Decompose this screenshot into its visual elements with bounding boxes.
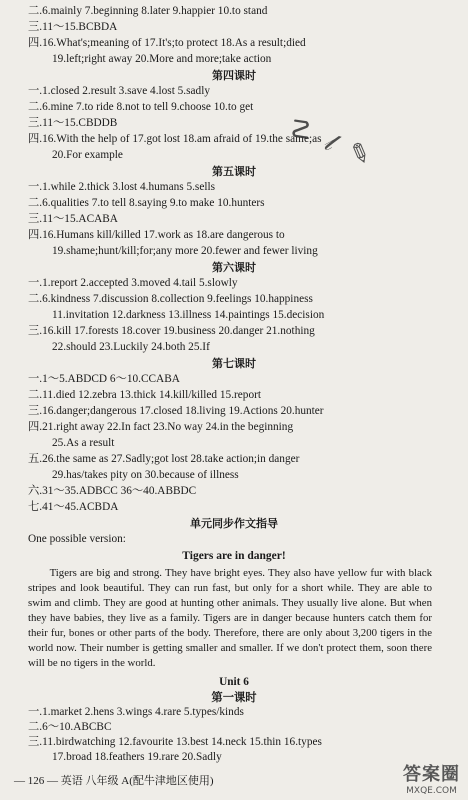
answer-line: 四.21.right away 22.In fact 23.No way 24.in the beginning xyxy=(28,421,294,433)
answer-line: 二.6.mine 7.to ride 8.not to tell 9.choose 10.to get xyxy=(28,101,254,113)
answer-line: 四.16.What's;meaning of 17.It's;to protect 18.As a result;died xyxy=(28,37,306,49)
essay-title: Tigers are in danger! xyxy=(182,550,286,562)
answer-line: 三.11.birdwatching 12.favourite 13.best 14.neck 15.thin 16.types xyxy=(28,736,322,748)
section-heading: 第六课时 xyxy=(212,261,256,274)
answer-line: 一.1.market 2.hens 3.wings 4.rare 5.types/kinds xyxy=(28,706,244,718)
section-heading: 第五课时 xyxy=(212,165,256,178)
answer-line: 三.11～15.CBDDB xyxy=(28,117,118,129)
answer-line: 一.1.report 2.accepted 3.moved 4.tail 5.slowly xyxy=(28,277,238,289)
answer-line: 二.6～10.ABCBC xyxy=(28,721,112,733)
answer-line: 五.26.the same as 27.Sadly;got lost 28.take action;in danger xyxy=(28,453,300,465)
answer-line: 七.41～45.ACBDA xyxy=(28,501,119,513)
answer-line: 二.6.kindness 7.discussion 8.collection 9.feelings 10.happiness xyxy=(28,293,313,305)
answer-line: 29.has/takes pity on 30.because of illness xyxy=(52,469,239,481)
handwritten-note: ☡ 𝓁 ✎ xyxy=(283,112,379,174)
answer-line: 一.1.closed 2.result 3.save 4.lost 5.sadly xyxy=(28,85,210,97)
page-footer: — 126 — 英语 八年级 A(配牛津地区使用) xyxy=(14,775,214,787)
section-heading: 第四课时 xyxy=(212,69,256,82)
section-heading: 第七课时 xyxy=(212,357,256,370)
answer-line: 三.16.kill 17.forests 18.cover 19.business 20.danger 21.nothing xyxy=(28,325,315,337)
essay-body: Tigers are big and strong. They have bright eyes. They also have yellow fur with black stripes and look beautiful. They can run fast, but only for a short while. They are able to swim and climb. They are good at hunting other animals. They usually live alone. But when they have babies, they live as a family. Tigers are in danger because hunters catch them for their fur, bones or other parts of the body. Therefore, there are only about 3,200 tigers in the world now. Their number is getting smaller and smaller. If we don't protect them, soon there will be no tigers in the world. xyxy=(28,567,432,669)
section-heading: 第一课时 xyxy=(211,691,257,704)
answer-line: 二.11.died 12.zebra 13.thick 14.kill/killed 15.report xyxy=(28,389,261,401)
answer-line: 四.16.With the help of 17.got lost 18.am afraid of 19.the same;as xyxy=(28,133,322,145)
answer-line: 六.31～35.ADBCC 36～40.ABBDC xyxy=(28,485,197,497)
watermark-url: MXQE.COM xyxy=(406,786,457,796)
answer-line: 11.invitation 12.darkness 13.illness 14.paintings 15.decision xyxy=(52,309,325,321)
answer-line: 19.shame;hunt/kill;for;any more 20.fewer and fewer living xyxy=(52,245,318,257)
answer-line: 三.16.danger;dangerous 17.closed 18.living 19.Actions 20.hunter xyxy=(28,405,324,417)
watermark-name: 答案圈 xyxy=(403,764,460,785)
unit-heading: Unit 6 xyxy=(219,676,249,688)
answer-line: 19.left;right away 20.More and more;take action xyxy=(52,53,272,65)
answer-line: 三.11～15.BCBDA xyxy=(28,21,118,33)
answer-line: 17.broad 18.feathers 19.rare 20.Sadly xyxy=(52,751,222,763)
answer-line: 三.11～15.ACABA xyxy=(28,213,118,225)
answer-line: 二.6.qualities 7.to tell 8.saying 9.to make 10.hunters xyxy=(28,197,265,209)
essay-intro: One possible version: xyxy=(28,533,126,545)
answer-line: 四.16.Humans kill/killed 17.work as 18.are dangerous to xyxy=(28,229,285,241)
watermark-logo xyxy=(403,760,460,796)
answer-line: 一.1～5.ABDCD 6～10.CCABA xyxy=(28,373,180,385)
section-heading: 单元同步作文指导 xyxy=(190,517,278,530)
answer-line: 20.For example xyxy=(52,149,123,161)
answer-line: 25.As a result xyxy=(52,437,115,449)
answer-line: 二.6.mainly 7.beginning 8.later 9.happier 10.to stand xyxy=(28,5,268,17)
answer-line: 22.should 23.Luckily 24.both 25.If xyxy=(52,341,210,353)
answer-line: 一.1.while 2.thick 3.lost 4.humans 5.sells xyxy=(28,181,216,193)
